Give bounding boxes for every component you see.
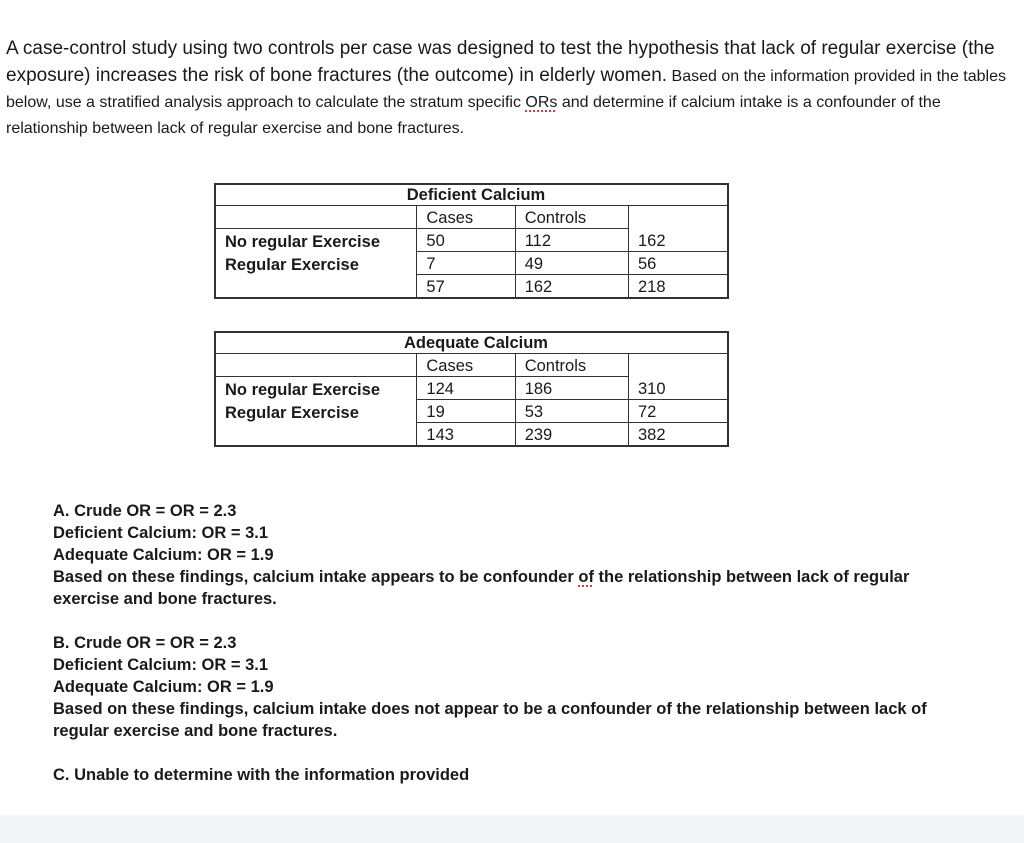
intro-small-text-after: and determine if calcium intake is a confounder of the relationship between lack of regular exercise and bone fractures.	[6, 94, 941, 137]
option-b-crude-or: B. Crude OR = OR = 2.3	[53, 634, 237, 652]
option-c[interactable]	[53, 764, 973, 786]
cell-controls: 53	[515, 400, 628, 423]
option-a-conclusion: Based on these findings, calcium intake appears to be confounder of the relationship between lack of regular exercise and bone fractures.	[53, 568, 910, 608]
table-title: Adequate Calcium	[215, 332, 728, 354]
cell-cases: 7	[417, 252, 515, 275]
total-cases: 143	[417, 423, 515, 447]
option-a-of-word: of	[578, 568, 594, 586]
option-b-adequate-or: Adequate Calcium: OR = 1.9	[53, 678, 274, 696]
cell-controls: 49	[515, 252, 628, 275]
option-a-crude-or: A. Crude OR = OR = 2.3	[53, 502, 237, 520]
intro-ors-word: ORs	[525, 94, 558, 111]
table-row	[215, 400, 728, 423]
cell-cases: 50	[417, 229, 515, 252]
cell-controls: 112	[515, 229, 628, 252]
question-intro	[6, 36, 1006, 142]
option-a-adequate-or: Adequate Calcium: OR = 1.9	[53, 546, 274, 564]
cell-controls: 186	[515, 377, 628, 400]
col-header-cases: Cases	[417, 206, 515, 229]
page-bottom-band	[0, 815, 1024, 843]
total-cases: 57	[417, 275, 515, 299]
option-a[interactable]	[53, 500, 973, 610]
table-row	[215, 252, 728, 275]
grand-total: 218	[629, 275, 729, 299]
table-row	[215, 377, 728, 400]
intro-large-text: A case-control study using two controls per case was designed to test the hypothesis that lack of regular exercise (the exposure) increases the risk of bone fractures (the outcome) in elderly women.	[6, 38, 995, 86]
row-label: Regular Exercise	[215, 252, 417, 275]
cell-total: 162	[629, 229, 729, 252]
cell-cases: 19	[417, 400, 515, 423]
col-header-cases: Cases	[417, 354, 515, 377]
cell-cases: 124	[417, 377, 515, 400]
adequate-calcium-table	[214, 331, 729, 447]
option-b[interactable]	[53, 632, 973, 742]
col-header-controls: Controls	[515, 354, 628, 377]
total-controls: 239	[515, 423, 628, 447]
deficient-calcium-table	[214, 183, 729, 299]
option-b-conclusion: Based on these findings, calcium intake does not appear to be a confounder of the relationship between lack of regular exercise and bone fractures.	[53, 700, 927, 740]
cell-total: 310	[629, 377, 729, 400]
table-row	[215, 229, 728, 252]
intro-small-text-before: Based on the information provided in the tables below, use a stratified analysis approach to calculate the stratum specific	[6, 68, 1006, 111]
option-b-deficient-or: Deficient Calcium: OR = 3.1	[53, 656, 269, 674]
table-row	[215, 423, 728, 447]
cell-total: 72	[629, 400, 729, 423]
row-label: No regular Exercise	[215, 377, 417, 400]
table-row	[215, 275, 728, 299]
option-c-text: C. Unable to determine with the information provided	[53, 766, 470, 784]
row-label: Regular Exercise	[215, 400, 417, 423]
col-header-controls: Controls	[515, 206, 628, 229]
total-controls: 162	[515, 275, 628, 299]
grand-total: 382	[629, 423, 729, 447]
row-label: No regular Exercise	[215, 229, 417, 252]
cell-total: 56	[629, 252, 729, 275]
option-a-deficient-or: Deficient Calcium: OR = 3.1	[53, 524, 269, 542]
table-title: Deficient Calcium	[215, 184, 728, 206]
